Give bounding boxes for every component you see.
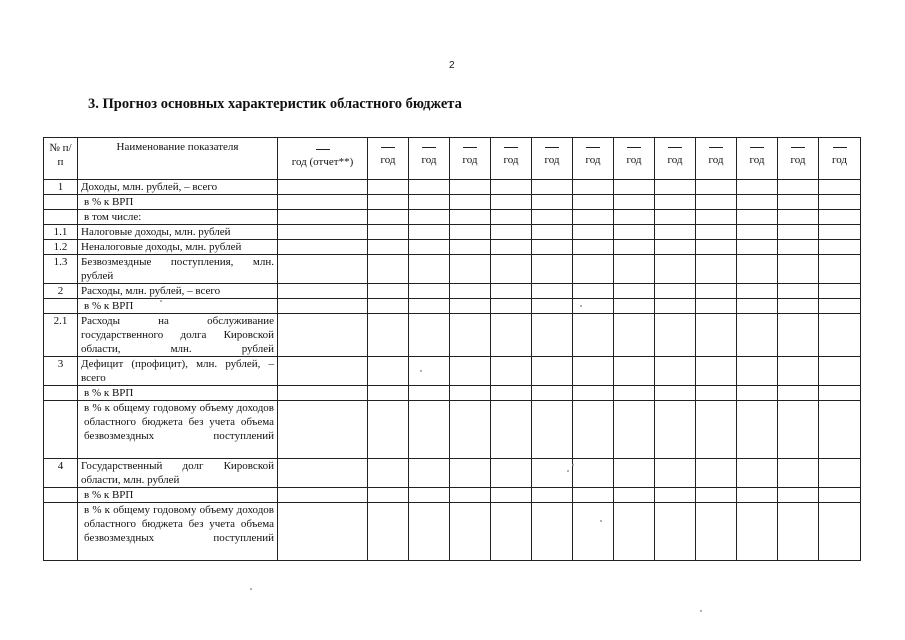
row-number: 4 xyxy=(44,459,78,488)
value-cell[interactable] xyxy=(450,357,491,386)
scan-speck xyxy=(160,300,162,302)
header-year: год xyxy=(491,138,532,180)
value-cell[interactable] xyxy=(368,225,409,240)
value-cell[interactable] xyxy=(368,357,409,386)
value-cell[interactable] xyxy=(532,284,573,299)
value-cell[interactable] xyxy=(450,488,491,503)
value-cell[interactable] xyxy=(409,284,450,299)
value-cell[interactable] xyxy=(737,225,778,240)
scan-speck xyxy=(567,470,569,472)
value-cell[interactable] xyxy=(737,314,778,357)
value-cell[interactable] xyxy=(655,401,696,459)
value-cell[interactable] xyxy=(450,503,491,561)
value-cell[interactable] xyxy=(450,401,491,459)
value-cell[interactable] xyxy=(450,299,491,314)
value-cell[interactable] xyxy=(450,386,491,401)
value-cell[interactable] xyxy=(368,255,409,284)
value-cell[interactable] xyxy=(819,225,861,240)
value-cell[interactable] xyxy=(491,255,532,284)
value-cell[interactable] xyxy=(368,459,409,488)
value-cell[interactable] xyxy=(450,255,491,284)
value-cell[interactable] xyxy=(778,210,819,225)
value-cell[interactable] xyxy=(655,314,696,357)
value-cell[interactable] xyxy=(737,195,778,210)
value-cell[interactable] xyxy=(655,180,696,195)
value-cell[interactable] xyxy=(696,401,737,459)
value-cell[interactable] xyxy=(491,284,532,299)
value-cell[interactable] xyxy=(655,225,696,240)
row-number: 1.2 xyxy=(44,240,78,255)
scan-speck xyxy=(250,588,252,590)
value-cell[interactable] xyxy=(409,210,450,225)
header-year: год xyxy=(655,138,696,180)
value-cell[interactable] xyxy=(819,357,861,386)
value-cell[interactable] xyxy=(532,210,573,225)
row-number xyxy=(44,488,78,503)
value-cell[interactable] xyxy=(573,314,614,357)
value-cell[interactable] xyxy=(278,195,368,210)
value-cell[interactable] xyxy=(450,180,491,195)
value-cell[interactable] xyxy=(819,195,861,210)
table-row xyxy=(44,180,861,195)
row-number: 2.1 xyxy=(44,314,78,357)
row-number xyxy=(44,210,78,225)
value-cell[interactable] xyxy=(573,357,614,386)
value-cell[interactable] xyxy=(450,459,491,488)
value-cell[interactable] xyxy=(491,195,532,210)
table-row xyxy=(44,314,861,357)
value-cell[interactable] xyxy=(696,503,737,561)
table-row xyxy=(44,195,861,210)
table-row xyxy=(44,401,861,459)
indicator-name: в % к ВРП xyxy=(78,299,278,314)
value-cell[interactable] xyxy=(450,314,491,357)
indicator-name: Налоговые доходы, млн. рублей xyxy=(78,225,278,240)
value-cell[interactable] xyxy=(819,503,861,561)
value-cell[interactable] xyxy=(614,225,655,240)
value-cell[interactable] xyxy=(532,180,573,195)
value-cell[interactable] xyxy=(614,255,655,284)
value-cell[interactable] xyxy=(278,386,368,401)
value-cell[interactable] xyxy=(614,210,655,225)
value-cell[interactable] xyxy=(409,314,450,357)
table-row xyxy=(44,503,861,561)
value-cell[interactable] xyxy=(819,459,861,488)
value-cell[interactable] xyxy=(778,255,819,284)
value-cell[interactable] xyxy=(737,255,778,284)
value-cell[interactable] xyxy=(655,488,696,503)
value-cell[interactable] xyxy=(409,503,450,561)
value-cell[interactable] xyxy=(778,299,819,314)
value-cell[interactable] xyxy=(278,240,368,255)
value-cell[interactable] xyxy=(737,284,778,299)
row-number: 1.1 xyxy=(44,225,78,240)
value-cell[interactable] xyxy=(491,299,532,314)
value-cell[interactable] xyxy=(655,299,696,314)
value-cell[interactable] xyxy=(491,503,532,561)
header-year: год xyxy=(532,138,573,180)
value-cell[interactable] xyxy=(532,314,573,357)
indicator-name: Безвозмездные поступления, млн. рублей xyxy=(78,255,278,284)
value-cell[interactable] xyxy=(819,401,861,459)
value-cell[interactable] xyxy=(614,284,655,299)
value-cell[interactable] xyxy=(696,180,737,195)
value-cell[interactable] xyxy=(614,195,655,210)
value-cell[interactable] xyxy=(368,284,409,299)
value-cell[interactable] xyxy=(532,386,573,401)
value-cell[interactable] xyxy=(491,357,532,386)
header-year: год xyxy=(819,138,861,180)
value-cell[interactable] xyxy=(368,180,409,195)
value-cell[interactable] xyxy=(368,240,409,255)
value-cell[interactable] xyxy=(655,284,696,299)
value-cell[interactable] xyxy=(450,210,491,225)
value-cell[interactable] xyxy=(737,299,778,314)
row-number xyxy=(44,299,78,314)
value-cell[interactable] xyxy=(778,225,819,240)
header-year: год xyxy=(696,138,737,180)
value-cell[interactable] xyxy=(491,488,532,503)
value-cell[interactable] xyxy=(409,488,450,503)
value-cell[interactable] xyxy=(737,240,778,255)
value-cell[interactable] xyxy=(655,357,696,386)
value-cell[interactable] xyxy=(491,386,532,401)
value-cell[interactable] xyxy=(573,284,614,299)
value-cell[interactable] xyxy=(778,459,819,488)
value-cell[interactable] xyxy=(409,386,450,401)
row-number: 2 xyxy=(44,284,78,299)
row-number xyxy=(44,503,78,561)
value-cell[interactable] xyxy=(278,255,368,284)
value-cell[interactable] xyxy=(819,299,861,314)
value-cell[interactable] xyxy=(614,503,655,561)
table-row xyxy=(44,357,861,386)
value-cell[interactable] xyxy=(573,255,614,284)
scan-speck xyxy=(580,305,582,307)
indicator-name: Неналоговые доходы, млн. рублей xyxy=(78,240,278,255)
value-cell[interactable] xyxy=(278,225,368,240)
value-cell[interactable] xyxy=(696,210,737,225)
value-cell[interactable] xyxy=(532,488,573,503)
value-cell[interactable] xyxy=(614,240,655,255)
value-cell[interactable] xyxy=(655,210,696,225)
indicator-name: в % к ВРП xyxy=(78,386,278,401)
value-cell[interactable] xyxy=(819,488,861,503)
row-number xyxy=(44,195,78,210)
value-cell[interactable] xyxy=(819,240,861,255)
value-cell[interactable] xyxy=(491,459,532,488)
value-cell[interactable] xyxy=(368,386,409,401)
value-cell[interactable] xyxy=(368,488,409,503)
page-number: 2 xyxy=(449,60,455,71)
value-cell[interactable] xyxy=(450,195,491,210)
indicator-name: в % к общему годовому объему доходов областного бюджета без учета объема безвозмездных поступлений xyxy=(78,503,278,561)
value-cell[interactable] xyxy=(737,357,778,386)
section-heading: 3. Прогноз основных характеристик областного бюджета xyxy=(88,96,462,112)
value-cell[interactable] xyxy=(778,488,819,503)
value-cell[interactable] xyxy=(778,195,819,210)
value-cell[interactable] xyxy=(532,255,573,284)
value-cell[interactable] xyxy=(614,314,655,357)
value-cell[interactable] xyxy=(368,299,409,314)
value-cell[interactable] xyxy=(655,386,696,401)
value-cell[interactable] xyxy=(278,503,368,561)
row-number: 3 xyxy=(44,357,78,386)
value-cell[interactable] xyxy=(532,459,573,488)
value-cell[interactable] xyxy=(614,386,655,401)
value-cell[interactable] xyxy=(573,459,614,488)
value-cell[interactable] xyxy=(278,299,368,314)
value-cell[interactable] xyxy=(532,401,573,459)
scan-speck xyxy=(572,464,574,466)
value-cell[interactable] xyxy=(696,459,737,488)
value-cell[interactable] xyxy=(778,386,819,401)
header-year: год xyxy=(614,138,655,180)
value-cell[interactable] xyxy=(737,210,778,225)
indicator-name: в том числе: xyxy=(78,210,278,225)
indicator-name: Дефицит (профицит), млн. рублей, – всего xyxy=(78,357,278,386)
row-number: 1.3 xyxy=(44,255,78,284)
value-cell[interactable] xyxy=(737,180,778,195)
value-cell[interactable] xyxy=(368,210,409,225)
value-cell[interactable] xyxy=(368,401,409,459)
value-cell[interactable] xyxy=(655,459,696,488)
value-cell[interactable] xyxy=(778,284,819,299)
value-cell[interactable] xyxy=(409,459,450,488)
value-cell[interactable] xyxy=(573,195,614,210)
value-cell[interactable] xyxy=(819,180,861,195)
header-year: год xyxy=(450,138,491,180)
value-cell[interactable] xyxy=(278,284,368,299)
value-cell[interactable] xyxy=(573,225,614,240)
value-cell[interactable] xyxy=(778,180,819,195)
value-cell[interactable] xyxy=(491,314,532,357)
table-row xyxy=(44,240,861,255)
value-cell[interactable] xyxy=(819,255,861,284)
value-cell[interactable] xyxy=(573,180,614,195)
value-cell[interactable] xyxy=(278,459,368,488)
table-row xyxy=(44,255,861,284)
value-cell[interactable] xyxy=(450,225,491,240)
header-year: год xyxy=(573,138,614,180)
value-cell[interactable] xyxy=(737,503,778,561)
row-number xyxy=(44,401,78,459)
value-cell[interactable] xyxy=(573,210,614,225)
value-cell[interactable] xyxy=(655,195,696,210)
value-cell[interactable] xyxy=(573,299,614,314)
value-cell[interactable] xyxy=(409,195,450,210)
value-cell[interactable] xyxy=(532,503,573,561)
value-cell[interactable] xyxy=(491,180,532,195)
value-cell[interactable] xyxy=(696,488,737,503)
value-cell[interactable] xyxy=(573,386,614,401)
value-cell[interactable] xyxy=(409,255,450,284)
header-year: год xyxy=(409,138,450,180)
value-cell[interactable] xyxy=(614,180,655,195)
value-cell[interactable] xyxy=(368,195,409,210)
value-cell[interactable] xyxy=(450,284,491,299)
budget-forecast-table xyxy=(43,137,861,561)
value-cell[interactable] xyxy=(491,401,532,459)
value-cell[interactable] xyxy=(778,240,819,255)
value-cell[interactable] xyxy=(614,357,655,386)
value-cell[interactable] xyxy=(819,210,861,225)
value-cell[interactable] xyxy=(778,503,819,561)
row-number: 1 xyxy=(44,180,78,195)
value-cell[interactable] xyxy=(368,503,409,561)
value-cell[interactable] xyxy=(778,357,819,386)
header-name: Наименование показателя xyxy=(78,138,278,180)
value-cell[interactable] xyxy=(696,225,737,240)
value-cell[interactable] xyxy=(778,314,819,357)
value-cell[interactable] xyxy=(696,299,737,314)
value-cell[interactable] xyxy=(819,386,861,401)
indicator-name: Государственный долг Кировской области, млн. рублей xyxy=(78,459,278,488)
indicator-name: Расходы, млн. рублей, – всего xyxy=(78,284,278,299)
value-cell[interactable] xyxy=(278,357,368,386)
table-row xyxy=(44,386,861,401)
value-cell[interactable] xyxy=(409,299,450,314)
indicator-name: в % к ВРП xyxy=(78,488,278,503)
value-cell[interactable] xyxy=(737,386,778,401)
table-row xyxy=(44,284,861,299)
value-cell[interactable] xyxy=(614,459,655,488)
value-cell[interactable] xyxy=(696,314,737,357)
value-cell[interactable] xyxy=(573,240,614,255)
value-cell[interactable] xyxy=(278,210,368,225)
indicator-name: в % к ВРП xyxy=(78,195,278,210)
scan-speck xyxy=(700,610,702,612)
value-cell[interactable] xyxy=(737,459,778,488)
value-cell[interactable] xyxy=(532,240,573,255)
value-cell[interactable] xyxy=(278,401,368,459)
value-cell[interactable] xyxy=(491,240,532,255)
header-year: год xyxy=(737,138,778,180)
header-num: № п/п xyxy=(44,138,78,180)
header-year: год xyxy=(368,138,409,180)
value-cell[interactable] xyxy=(819,314,861,357)
value-cell[interactable] xyxy=(532,299,573,314)
value-cell[interactable] xyxy=(278,488,368,503)
table-row xyxy=(44,210,861,225)
value-cell[interactable] xyxy=(409,180,450,195)
header-year: год xyxy=(778,138,819,180)
value-cell[interactable] xyxy=(696,386,737,401)
value-cell[interactable] xyxy=(778,401,819,459)
value-cell[interactable] xyxy=(614,488,655,503)
value-cell[interactable] xyxy=(696,357,737,386)
value-cell[interactable] xyxy=(573,488,614,503)
header-row xyxy=(44,138,861,180)
value-cell[interactable] xyxy=(696,284,737,299)
indicator-name: Доходы, млн. рублей, – всего xyxy=(78,180,278,195)
value-cell[interactable] xyxy=(655,240,696,255)
value-cell[interactable] xyxy=(409,225,450,240)
indicator-name: Расходы на обслуживание государственного долга Кировской области, млн. рублей xyxy=(78,314,278,357)
value-cell[interactable] xyxy=(737,401,778,459)
value-cell[interactable] xyxy=(655,255,696,284)
value-cell[interactable] xyxy=(696,240,737,255)
row-number xyxy=(44,386,78,401)
value-cell[interactable] xyxy=(409,401,450,459)
value-cell[interactable] xyxy=(368,314,409,357)
value-cell[interactable] xyxy=(696,195,737,210)
table-row xyxy=(44,299,861,314)
value-cell[interactable] xyxy=(532,225,573,240)
value-cell[interactable] xyxy=(491,225,532,240)
value-cell[interactable] xyxy=(614,401,655,459)
table-row xyxy=(44,459,861,488)
value-cell[interactable] xyxy=(532,195,573,210)
value-cell[interactable] xyxy=(278,180,368,195)
value-cell[interactable] xyxy=(278,314,368,357)
indicator-name: в % к общему годовому объему доходов областного бюджета без учета объема безвозмездных поступлений xyxy=(78,401,278,459)
header-report-year: год (отчет**) xyxy=(278,138,368,180)
value-cell[interactable] xyxy=(450,240,491,255)
value-cell[interactable] xyxy=(614,299,655,314)
table-row xyxy=(44,488,861,503)
value-cell[interactable] xyxy=(737,488,778,503)
value-cell[interactable] xyxy=(409,240,450,255)
value-cell[interactable] xyxy=(573,503,614,561)
value-cell[interactable] xyxy=(655,503,696,561)
value-cell[interactable] xyxy=(573,401,614,459)
value-cell[interactable] xyxy=(532,357,573,386)
table-row xyxy=(44,225,861,240)
value-cell[interactable] xyxy=(491,210,532,225)
value-cell[interactable] xyxy=(819,284,861,299)
scan-speck xyxy=(420,370,422,372)
value-cell[interactable] xyxy=(409,357,450,386)
value-cell[interactable] xyxy=(696,255,737,284)
scan-speck xyxy=(600,520,602,522)
